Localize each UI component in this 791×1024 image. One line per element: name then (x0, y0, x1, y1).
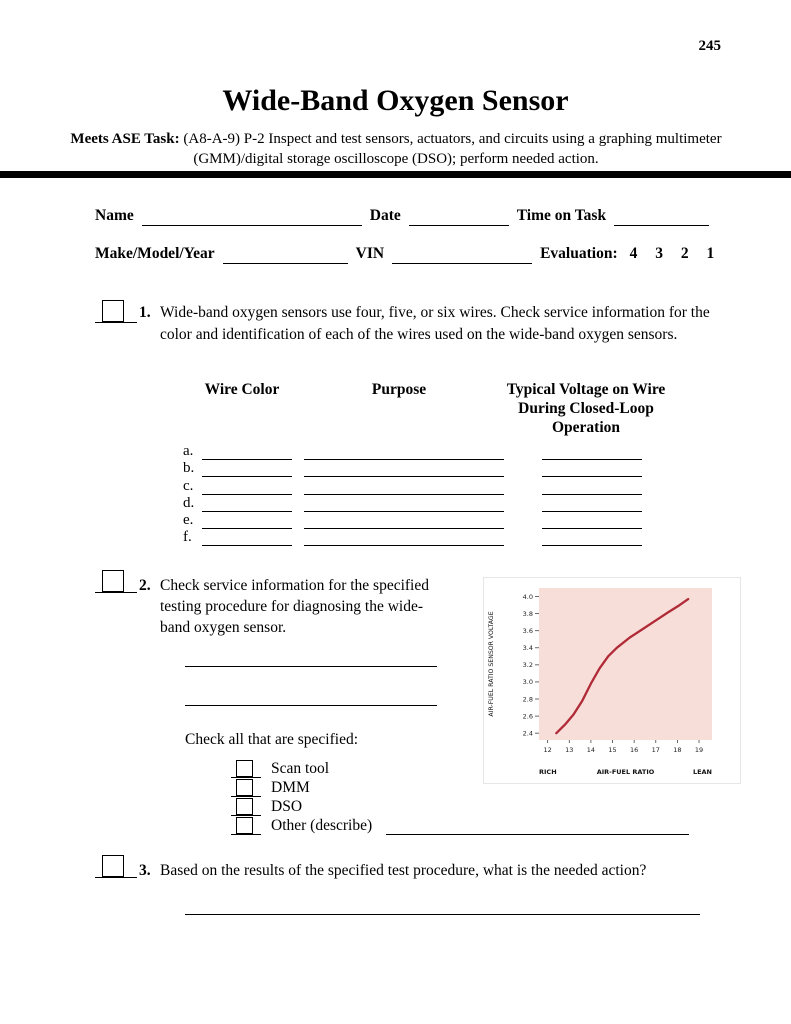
row-letter: a. (183, 443, 194, 460)
task3-checkbox[interactable] (95, 851, 137, 878)
wire-color-blank[interactable] (202, 482, 292, 495)
svg-text:12: 12 (543, 746, 552, 754)
date-blank[interactable] (409, 211, 509, 226)
task2-checkbox[interactable] (95, 566, 137, 593)
task3-answer-blank[interactable] (185, 899, 700, 915)
wire-table-row-f (183, 529, 642, 546)
option-row-dmm (231, 778, 310, 797)
other-checkbox[interactable] (231, 816, 261, 835)
purpose-blank[interactable] (304, 499, 504, 512)
evaluation-scale: 4 3 2 1 (629, 245, 715, 262)
vin-blank[interactable] (392, 249, 532, 264)
svg-text:14: 14 (586, 746, 596, 754)
svg-text:16: 16 (630, 746, 639, 754)
wire-table (183, 443, 642, 546)
task2 (139, 575, 451, 638)
table-header-wire-color: Wire Color (204, 381, 280, 398)
wire-table-row-a (183, 443, 642, 460)
purpose-blank[interactable] (304, 533, 504, 546)
dso-checkbox[interactable] (231, 797, 261, 816)
task2-text: Check service information for the specified testing procedure for diagnosing the wide-band oxygen sensor. (160, 577, 429, 636)
svg-text:3.4: 3.4 (522, 644, 533, 653)
page-title: Wide-Band Oxygen Sensor (222, 84, 569, 117)
date-label: Date (369, 207, 401, 224)
wire-table-row-e (183, 512, 642, 529)
svg-text:2.4: 2.4 (522, 729, 533, 738)
svg-text:3.8: 3.8 (522, 609, 533, 618)
table-header-typical-voltage-line3: Operation (551, 419, 621, 436)
dmm-checkbox[interactable] (231, 778, 261, 797)
time-on-task-label: Time on Task (516, 207, 607, 224)
task1-checkbox[interactable] (95, 296, 137, 323)
option-row-scan-tool (231, 759, 329, 778)
task1-text: Wide-band oxygen sensors use four, five, or six wires. Check service information for the color and identification of each of the wires used on the wide-band oxygen sensors. (160, 304, 710, 343)
scan-tool-checkbox[interactable] (231, 759, 261, 778)
voltage-blank[interactable] (542, 464, 642, 477)
task3-number: 3. (139, 862, 151, 879)
vin-label: VIN (355, 245, 385, 262)
svg-text:13: 13 (565, 746, 574, 754)
task3 (139, 860, 729, 882)
svg-text:4.0: 4.0 (522, 592, 533, 601)
purpose-blank[interactable] (304, 482, 504, 495)
name-blank[interactable] (142, 211, 362, 226)
make-model-year-label: Make/Model/Year (95, 245, 215, 262)
purpose-blank[interactable] (304, 447, 504, 460)
row-letter: e. (183, 511, 194, 528)
table-header-typical-voltage-line2: During Closed-Loop (518, 400, 654, 417)
row-letter: b. (183, 460, 195, 477)
svg-text:17: 17 (651, 746, 660, 754)
section-divider-rule (0, 171, 791, 178)
voltage-blank[interactable] (542, 533, 642, 546)
svg-text:3.0: 3.0 (522, 678, 533, 687)
other-describe-blank[interactable] (386, 821, 689, 835)
wire-color-blank[interactable] (202, 464, 292, 477)
task3-text: Based on the results of the specified test procedure, what is the needed action? (160, 862, 647, 879)
header-fields-row-2 (95, 244, 714, 264)
svg-text:19: 19 (694, 746, 704, 754)
option-row-other (231, 816, 689, 835)
wire-table-row-c (183, 477, 642, 494)
svg-text:AIR-FUEL RATIO SENSOR VOLTAGE: AIR-FUEL RATIO SENSOR VOLTAGE (488, 611, 495, 717)
make-model-year-blank[interactable] (223, 249, 348, 264)
svg-text:2.8: 2.8 (522, 695, 533, 704)
scan-tool-label: Scan tool (271, 760, 330, 777)
task1 (139, 302, 717, 346)
svg-text:15: 15 (608, 746, 617, 754)
ase-task-label: Meets ASE Task: (70, 131, 180, 147)
svg-text:LEAN: LEAN (692, 768, 712, 776)
svg-text:AIR-FUEL RATIO: AIR-FUEL RATIO (596, 768, 655, 776)
task2-answer-blank-1[interactable] (185, 650, 437, 667)
dmm-label: DMM (271, 779, 310, 796)
ase-task-statement (66, 129, 726, 169)
evaluation-label: Evaluation: (540, 245, 618, 262)
name-label: Name (95, 207, 134, 224)
wire-table-row-d (183, 495, 642, 512)
checklist-prompt: Check all that are specified: (185, 731, 359, 748)
voltage-blank[interactable] (542, 482, 642, 495)
chart-svg (484, 578, 740, 783)
row-letter: d. (183, 494, 195, 511)
wire-table-row-b (183, 460, 642, 477)
purpose-blank[interactable] (304, 516, 504, 529)
table-header-purpose: Purpose (371, 381, 427, 398)
task2-number: 2. (139, 577, 151, 594)
time-on-task-blank[interactable] (614, 211, 709, 226)
wire-color-blank[interactable] (202, 499, 292, 512)
row-letter: c. (183, 477, 194, 494)
ase-task-text: (A8-A-9) P-2 Inspect and test sensors, actuators, and circuits using a graphing multimeter (GMM)/digital storage oscilloscope (DSO); perform needed action. (183, 131, 722, 167)
row-letter: f. (183, 529, 192, 546)
other-label: Other (describe) (271, 817, 373, 834)
header-fields-row-1 (95, 206, 709, 226)
voltage-blank[interactable] (542, 447, 642, 460)
page-number: 245 (698, 38, 721, 54)
svg-text:3.6: 3.6 (522, 626, 533, 635)
table-header-typical-voltage (498, 380, 674, 437)
svg-text:RICH: RICH (539, 768, 557, 776)
option-row-dso (231, 797, 302, 816)
svg-text:3.2: 3.2 (522, 661, 533, 670)
voltage-blank[interactable] (542, 516, 642, 529)
task2-answer-blank-2[interactable] (185, 689, 437, 706)
wire-color-blank[interactable] (202, 447, 292, 460)
air-fuel-ratio-chart (483, 577, 741, 784)
task1-number: 1. (139, 304, 151, 321)
dso-label: DSO (271, 798, 303, 815)
wire-color-blank[interactable] (202, 516, 292, 529)
wire-color-blank[interactable] (202, 533, 292, 546)
svg-text:2.6: 2.6 (522, 712, 533, 721)
table-header-typical-voltage-line1: Typical Voltage on Wire (506, 381, 666, 398)
svg-text:18: 18 (673, 746, 682, 754)
voltage-blank[interactable] (542, 499, 642, 512)
purpose-blank[interactable] (304, 464, 504, 477)
